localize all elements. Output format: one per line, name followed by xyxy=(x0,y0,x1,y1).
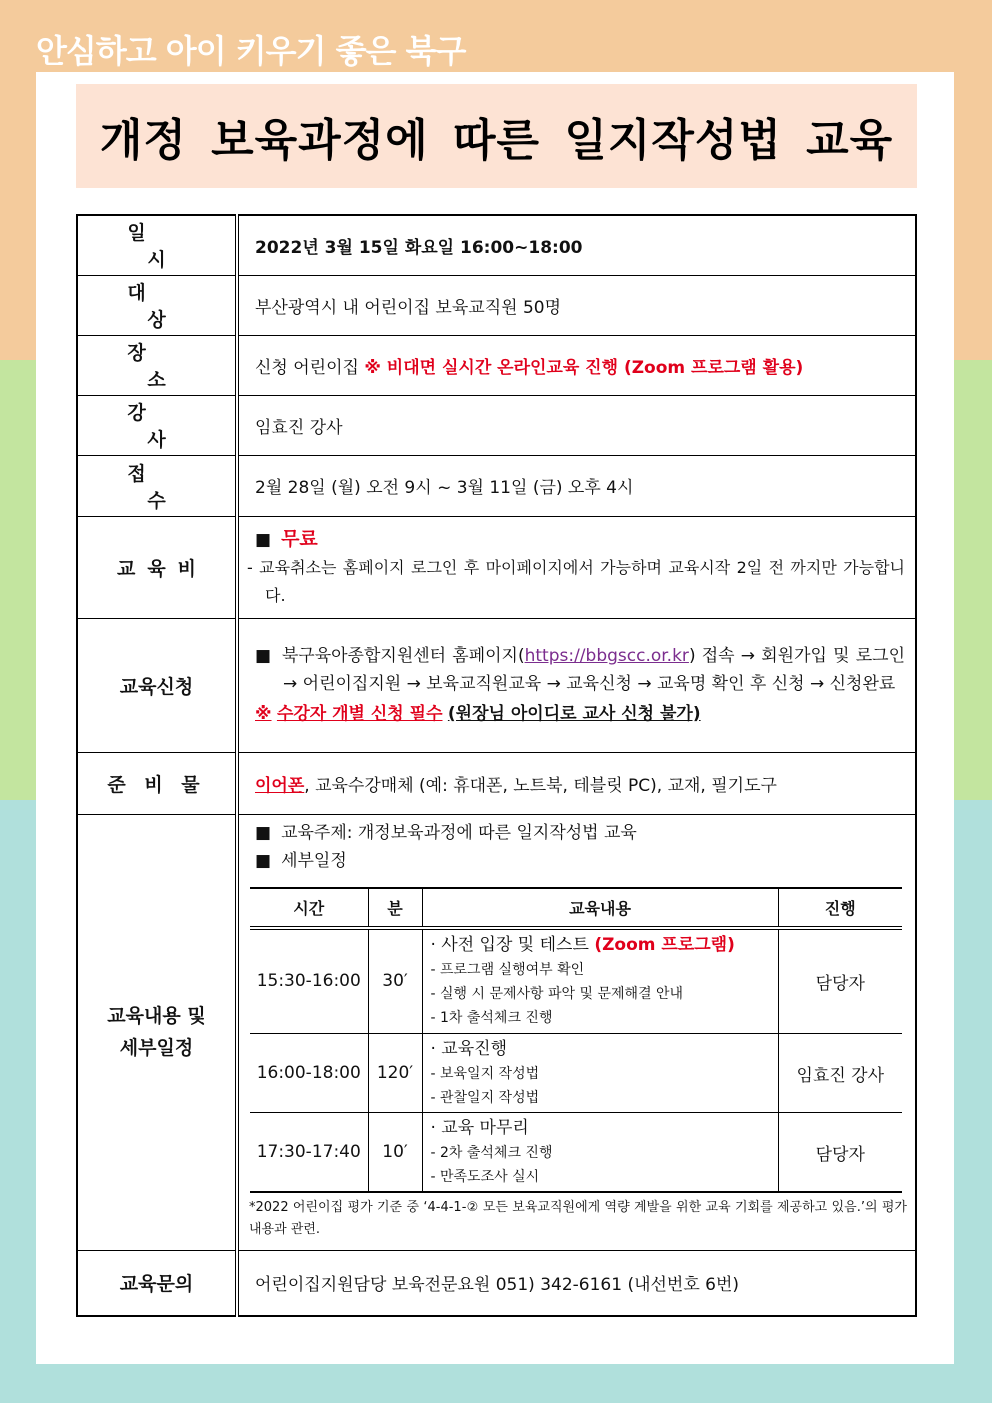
header-host: 진행 xyxy=(778,888,902,928)
schedule-minutes: 30′ xyxy=(368,928,422,1034)
bullet-square: ■ xyxy=(255,822,272,843)
schedule-time: 16:00-18:00 xyxy=(250,1034,368,1113)
schedule-time: 17:30-17:40 xyxy=(250,1113,368,1193)
label-datetime: 일 시 xyxy=(77,215,237,275)
schedule-row xyxy=(250,1113,902,1193)
schedule-content: · 교육진행 - 보육일지 작성법 - 관찰일지 작성법 xyxy=(422,1034,778,1113)
value-reception: 2월 28일 (월) 오전 9시 ~ 3월 11일 (금) 오후 4시 xyxy=(237,455,916,516)
label-place: 장 소 xyxy=(77,335,237,395)
label-prep: 준 비 물 xyxy=(77,752,237,814)
row-apply xyxy=(77,618,916,752)
content-topic: 교육주제: 개정보육과정에 따른 일지작성법 교육 xyxy=(281,822,637,843)
apply-warning xyxy=(255,700,905,728)
bullet-square: ■ xyxy=(255,529,272,550)
header-content: 교육내용 xyxy=(422,888,778,928)
schedule-content: · 사전 입장 및 테스트 (Zoom 프로그램) - 프로그램 실행여부 확인 - 실행 시 문제사항 파악 및 문제해결 안내 - 1차 출석체크 진행 xyxy=(422,928,778,1034)
value-inquiry: 어린이집지원담당 보육전문요원 051) 342-6161 (내선번호 6번) xyxy=(237,1250,916,1316)
header-minutes: 분 xyxy=(368,888,422,928)
value-apply: ■ 북구육아종합지원센터 홈페이지(https://bbgscc.or.kr) 접속 → 회원가입 및 로그인 → 어린이집지원 → 보육교직원교육 → 교육신청 → 교육명 확인 후 신청 → 신청완료 ※ 수강자 개별 신청 필수 (원장님 아이디로 교사 신청 불가) xyxy=(237,618,916,752)
row-reception xyxy=(77,455,916,516)
schedule-row xyxy=(250,1034,902,1113)
row-target xyxy=(77,275,916,335)
fee-cancel-note: - 교육취소는 홈페이지 로그인 후 마이페이지에서 가능하며 교육시작 2일 전 까지만 가능합니다. xyxy=(247,557,905,605)
warning-black: (원장님 아이디로 교사 신청 불가) xyxy=(447,704,701,724)
value-target: 부산광역시 내 어린이집 보육교직원 50명 xyxy=(237,275,916,335)
label-reception: 접 수 xyxy=(77,455,237,516)
bullet-square: ■ xyxy=(255,850,272,871)
warning-red: 수강자 개별 신청 필수 xyxy=(276,704,443,724)
homepage-link[interactable]: https://bbgscc.or.kr xyxy=(524,646,689,666)
schedule-host: 담당자 xyxy=(778,928,902,1034)
bullet-square: ■ xyxy=(255,646,272,666)
value-fee xyxy=(237,516,916,618)
label-content: 교육내용 및 세부일정 xyxy=(77,814,237,1250)
row-lecturer xyxy=(77,395,916,455)
slogan: 안심하고 아이 키우기 좋은 북구 xyxy=(36,32,466,70)
row-content xyxy=(77,814,916,1250)
row-inquiry xyxy=(77,1250,916,1316)
schedule-table xyxy=(250,887,902,1194)
value-prep: 이어폰, 교육수강매체 (예: 휴대폰, 노트북, 테블릿 PC), 교재, 필기도구 xyxy=(237,752,916,814)
info-table xyxy=(76,214,917,1317)
place-online-note: ※ 비대면 실시간 온라인교육 진행 (Zoom 프로그램 활용) xyxy=(364,357,804,378)
label-fee: 교육비 xyxy=(77,516,237,618)
schedule-minutes: 10′ xyxy=(368,1113,422,1193)
schedule-minutes: 120′ xyxy=(368,1034,422,1113)
row-fee xyxy=(77,516,916,618)
label-inquiry: 교육문의 xyxy=(77,1250,237,1316)
row-prep xyxy=(77,752,916,814)
header-time: 시간 xyxy=(250,888,368,928)
prep-earphone: 이어폰 xyxy=(255,775,305,796)
schedule-time: 15:30-16:00 xyxy=(250,928,368,1034)
row-place xyxy=(77,335,916,395)
warning-mark: ※ xyxy=(255,704,272,724)
content-schedule-title: 세부일정 xyxy=(281,850,347,871)
label-apply: 교육신청 xyxy=(77,618,237,752)
schedule-content: · 교육 마무리 - 2차 출석체크 진행 - 만족도조사 실시 xyxy=(422,1113,778,1193)
evaluation-footnote: *2022 어린이집 평가 기준 중 ‘4-4-1-② 모든 보육교직원에게 역량 계발을 위한 교육 기회를 제공하고 있음.’의 평가내용과 관련. xyxy=(249,1200,907,1237)
value-content xyxy=(237,814,916,1250)
place-text: 신청 어린이집 xyxy=(255,357,359,378)
title-box xyxy=(76,84,917,188)
schedule-host: 임효진 강사 xyxy=(778,1034,902,1113)
label-target: 대 상 xyxy=(77,275,237,335)
value-datetime: 2022년 3월 15일 화요일 16:00~18:00 xyxy=(237,215,916,275)
page-title: 개정 보육과정에 따른 일지작성법 교육 xyxy=(99,115,894,166)
value-lecturer: 임효진 강사 xyxy=(237,395,916,455)
schedule-host: 담당자 xyxy=(778,1113,902,1193)
label-lecturer: 강 사 xyxy=(77,395,237,455)
value-place xyxy=(237,335,916,395)
schedule-row xyxy=(250,928,902,1034)
fee-free: 무료 xyxy=(281,527,318,550)
row-datetime xyxy=(77,215,916,275)
